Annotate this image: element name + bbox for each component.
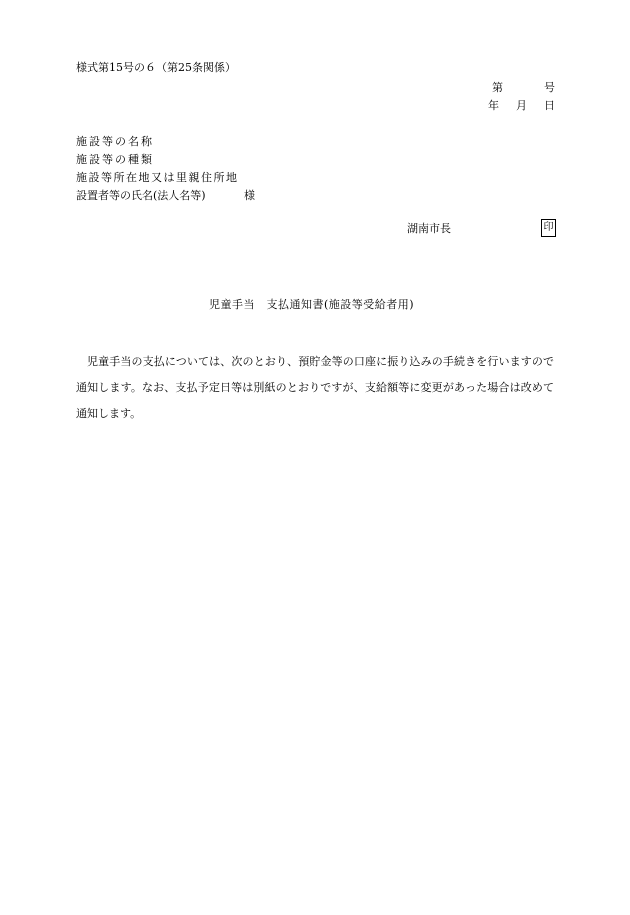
seal-stamp-box: 印 — [541, 219, 556, 237]
date-month: 月 — [516, 99, 527, 112]
issuer-name: 湖南市長 — [407, 222, 451, 235]
number-prefix: 第 — [492, 81, 503, 94]
founder-name-label: 設置者等の氏名(法人名等) — [76, 189, 206, 202]
body-paragraph: 児童手当の支払については、次のとおり、預貯金等の口座に振り込みの手続きを行いますので通知します。なお、支払予定日等は別紙のとおりですが、支給額等に変更があった場合は改めて通知します。 — [76, 355, 554, 420]
honorific: 様 — [244, 189, 255, 202]
date-day: 日 — [544, 99, 555, 112]
form-number: 様式第15号の６（第25条関係） — [76, 61, 236, 74]
facility-location-label: 施設等所在地又は里親住所地 — [76, 171, 239, 184]
date-year: 年 — [488, 99, 499, 112]
facility-type-label: 施設等の種類 — [76, 153, 154, 166]
document-title: 児童手当 支払通知書(施設等受給者用) — [209, 298, 415, 311]
number-suffix: 号 — [544, 81, 555, 94]
facility-name-label: 施設等の名称 — [76, 135, 154, 148]
